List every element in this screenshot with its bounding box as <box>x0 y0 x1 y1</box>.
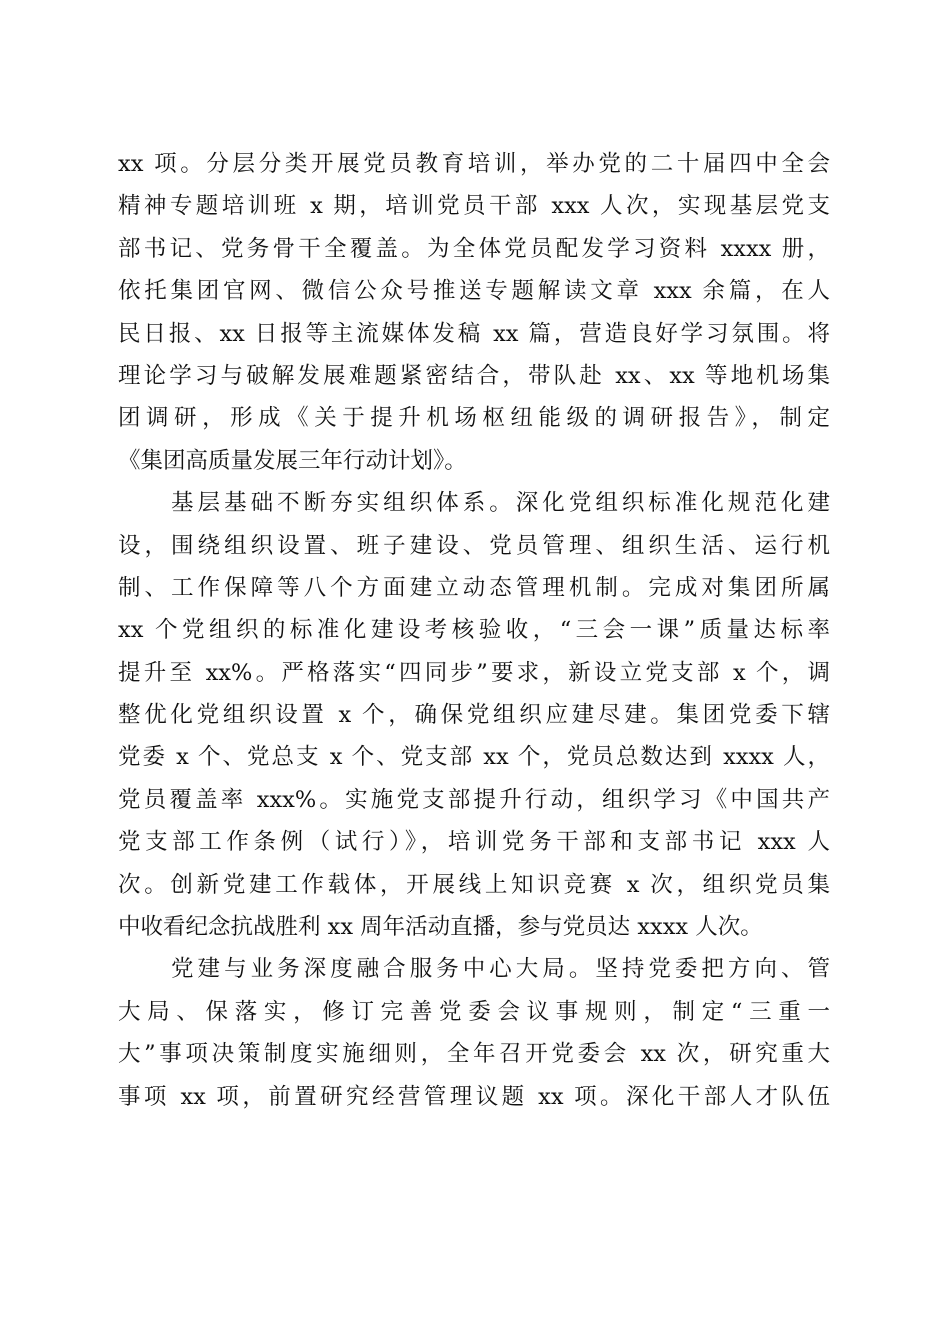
text-line: 中收看纪念抗战胜利 xx 周年活动直播，参与党员达 xxxx 人次。 <box>118 914 763 941</box>
text-line: 精神专题培训班 x 期，培训党员干部 xxx 人次，实现基层党支 <box>118 193 830 220</box>
text-line: 次。创新党建工作载体，开展线上知识竞赛 x 次，组织党员集 <box>118 871 830 898</box>
text-line: 基层基础不断夯实组织体系。深化党组织标准化规范化建 <box>118 490 830 517</box>
text-line: 依托集团官网、微信公众号推送专题解读文章 xxx 余篇，在人 <box>118 278 830 305</box>
text-line: 事项 xx 项，前置研究经营管理议题 xx 项。深化干部人才队伍 <box>118 1083 830 1110</box>
text-line: 民日报、xx 日报等主流媒体发稿 xx 篇，营造良好学习氛围。将 <box>118 320 830 347</box>
text-line: 大局、保落实，修订完善党委会议事规则，制定“三重一 <box>118 998 830 1025</box>
text-line: 团调研，形成《关于提升机场枢纽能级的调研报告》，制定 <box>118 405 830 432</box>
text-line: 设，围绕组织设置、班子建设、党员管理、组织生活、运行机 <box>118 532 830 559</box>
text-line: 理论学习与破解发展难题紧密结合，带队赴 xx、xx 等地机场集 <box>118 362 830 389</box>
text-line: 党支部工作条例（试行）》，培训党务干部和支部书记 xxx 人 <box>118 829 830 856</box>
text-line: 制、工作保障等八个方面建立动态管理机制。完成对集团所属 <box>118 574 830 601</box>
text-line: 整优化党组织设置 x 个，确保党组织应建尽建。集团党委下辖 <box>118 702 830 729</box>
text-line: 部书记、党务骨干全覆盖。为全体党员配发学习资料 xxxx 册， <box>118 235 830 262</box>
text-line: 《集团高质量发展三年行动计划》。 <box>118 447 467 474</box>
text-line: 党建与业务深度融合服务中心大局。坚持党委把方向、管 <box>118 956 830 983</box>
document-body <box>118 143 830 1118</box>
text-line: 提升至 xx%。严格落实“四同步”要求，新设立党支部 x 个，调 <box>118 659 830 686</box>
text-line: xx 个党组织的标准化建设考核验收，“三会一课”质量达标率 <box>118 617 830 644</box>
text-line: 党委 x 个、党总支 x 个、党支部 xx 个，党员总数达到 xxxx 人， <box>118 744 830 771</box>
text-line: 党员覆盖率 xxx%。实施党支部提升行动，组织学习《中国共产 <box>118 786 830 813</box>
text-line: xx 项。分层分类开展党员教育培训，举办党的二十届四中全会 <box>118 151 830 177</box>
text-line: 大”事项决策制度实施细则，全年召开党委会 xx 次，研究重大 <box>118 1041 830 1068</box>
